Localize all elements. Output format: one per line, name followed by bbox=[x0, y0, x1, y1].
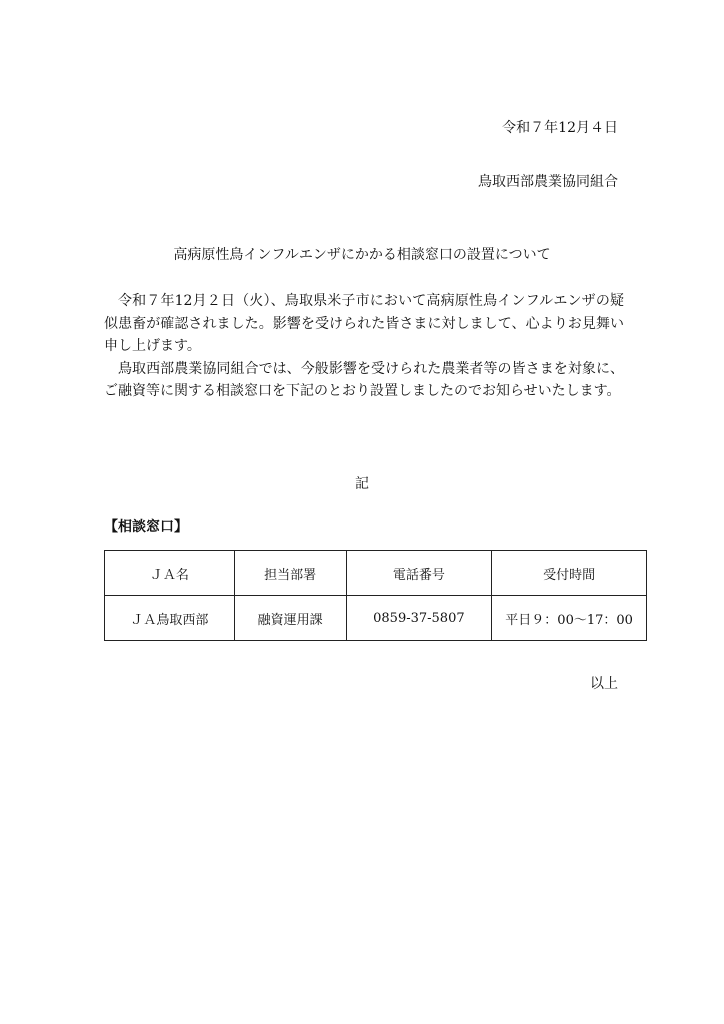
document-title: 高病原性鳥インフルエンザにかかる相談窓口の設置について bbox=[173, 247, 551, 263]
ki-marker: 記 bbox=[355, 476, 369, 492]
cell-phone: 0859-37-5807 bbox=[346, 596, 492, 641]
table-header-row bbox=[105, 551, 647, 596]
header-hours: 受付時間 bbox=[492, 551, 647, 596]
cell-hours: 平日９：00～17：00 bbox=[492, 596, 647, 641]
header-department: 担当部署 bbox=[234, 551, 346, 596]
body-paragraph-2: 鳥取西部農業協同組合では、今般影響を受けられた農業者等の皆さまを対象に、ご融資等に関する相談窓口を下記のとおり設置しましたのでお知らせいたします。 bbox=[104, 360, 624, 399]
document-date: 令和７年12月４日 bbox=[502, 120, 618, 136]
issuing-organization: 鳥取西部農業協同組合 bbox=[478, 174, 618, 190]
cell-ja-name: ＪＡ鳥取西部 bbox=[105, 596, 235, 641]
table-row bbox=[105, 596, 647, 641]
body-paragraph-1: 令和７年12月２日（火）、鳥取県米子市において高病原性鳥インフルエンザの疑似患畜が確認されました。影響を受けられた皆さまに対しまして、心よりお見舞い申し上げます。 bbox=[104, 293, 624, 354]
closing-word: 以上 bbox=[590, 676, 618, 692]
document-body bbox=[104, 290, 624, 403]
header-phone: 電話番号 bbox=[346, 551, 492, 596]
contact-table bbox=[104, 550, 647, 641]
header-ja-name: ＪＡ名 bbox=[105, 551, 235, 596]
cell-department: 融資運用課 bbox=[234, 596, 346, 641]
section-label-contact: 【相談窓口】 bbox=[104, 519, 188, 535]
